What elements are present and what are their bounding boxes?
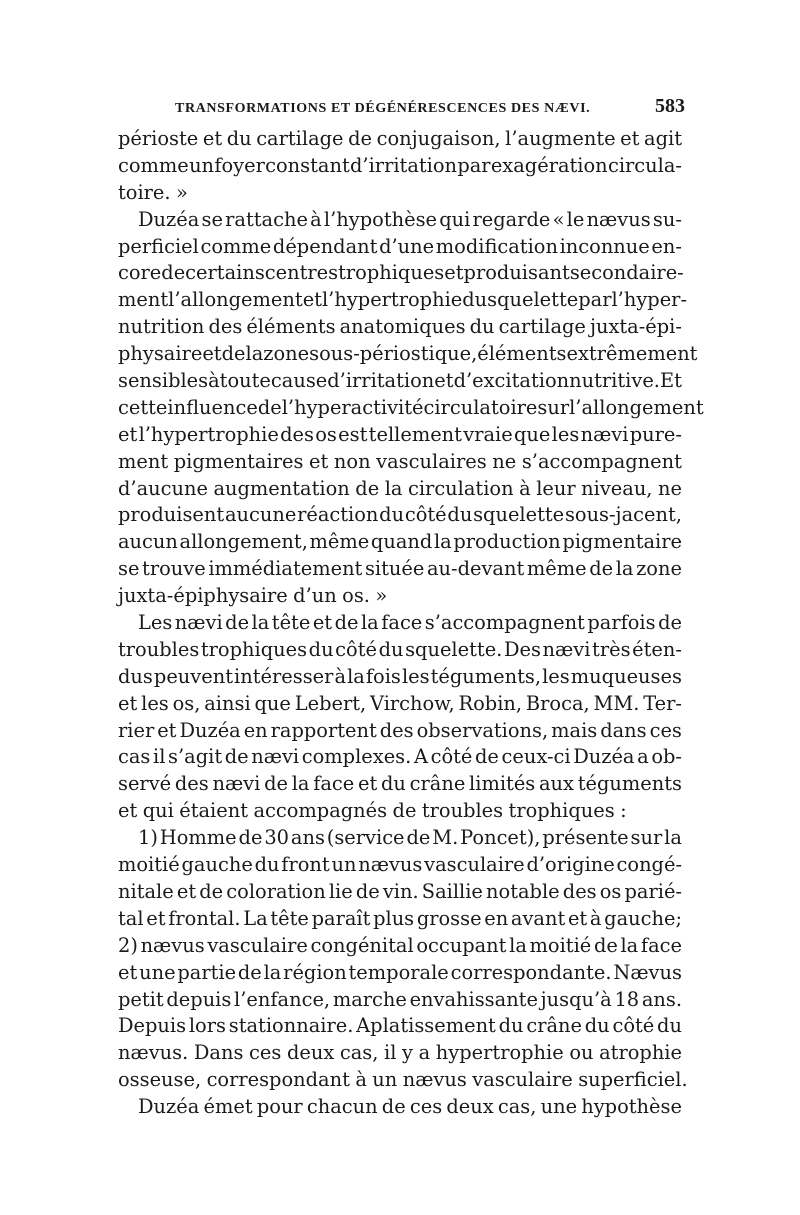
text-line: juxta-épiphysaire d’un os. » xyxy=(118,584,388,608)
text-line: petit depuis l’enfance, marche envahissante jusqu’à 18 ans. xyxy=(118,987,682,1011)
text-line: 1) Homme de 30 ans (service de M. Poncet), présente sur la xyxy=(138,826,682,850)
text-line: Duzéa émet pour chacun de ces deux cas, une hypothèse xyxy=(138,1095,682,1119)
text-line: tal et frontal. La tête paraît plus grosse en avant et à gauche; xyxy=(118,906,682,930)
text-line: nævus. Dans ces deux cas, il y a hypertrophie ou atrophie xyxy=(118,1041,682,1065)
text-line: cette influence de l’hyperactivité circulatoire sur l’allongement xyxy=(118,395,704,419)
text-line: cas il s’agit de nævi complexes. A côté de ceux-ci Duzéa a ob- xyxy=(118,745,682,769)
text-line: moitié gauche du front un nævus vasculaire d’origine congé- xyxy=(118,853,682,877)
text-line: perficiel comme dépendant d’une modification inconnue en- xyxy=(118,234,682,258)
text-line: d’aucune augmentation de la circulation à leur niveau, ne xyxy=(118,476,682,500)
text-line: core de certains centres trophiques et produisant secondaire- xyxy=(118,261,684,285)
text-line: osseuse, correspondant à un nævus vasculaire superficiel. xyxy=(118,1068,688,1092)
text-line: ment pigmentaires et non vasculaires ne s’accompagnent xyxy=(118,449,682,473)
page-number: 583 xyxy=(655,95,685,117)
text-line: 2) nævus vasculaire congénital occupant la moitié de la face xyxy=(118,933,682,957)
text-line: servé des nævi de la face et du crâne limités aux téguments xyxy=(118,772,682,796)
text-line: comme un foyer constant d’irritation par exagération circula- xyxy=(118,153,682,177)
text-line: périoste et du cartilage de conjugaison, l’augmente et agit xyxy=(118,127,682,150)
running-title: TRANSFORMATIONS ET DÉGÉNÉRESCENCES DES NÆVI. xyxy=(175,101,591,116)
text-line: Depuis lors stationnaire. Aplatissement du crâne du côté du xyxy=(118,1014,682,1038)
text-line: toire. » xyxy=(118,180,188,204)
text-line: produisent aucune réaction du côté du squelette sous-jacent, xyxy=(118,503,682,527)
text-line: se trouve immédiatement située au-devant même de la zone xyxy=(118,557,682,581)
text-line: nitale et de coloration lie de vin. Saillie notable des os parié- xyxy=(118,879,682,903)
text-line: Duzéa se rattache à l’hypothèse qui regarde « le nævus su- xyxy=(138,207,682,231)
text-line: rier et Duzéa en rapportent des observations, mais dans ces xyxy=(118,718,682,742)
text-line: ment l’allongement et l’hypertrophie du squelette par l’hyper- xyxy=(118,288,688,312)
text-line: et l’hypertrophie des os est tellement vraie que les nævi pure- xyxy=(118,422,682,446)
text-line: physaire et de la zone sous-périostique,éléments extrêmement xyxy=(118,342,698,366)
text-line: et les os, ainsi que Lebert, Virchow, Robin, Broca, MM. Ter- xyxy=(118,691,682,715)
text-line: Les nævi de la tête et de la face s’accompagnent parfois de xyxy=(138,611,682,635)
text-line: aucun allongement, même quand la production pigmentaire xyxy=(118,530,682,554)
text-line: nutrition des éléments anatomiques du cartilage juxta-épi- xyxy=(118,315,682,339)
text-line: et qui étaient accompagnés de troubles trophiques : xyxy=(118,799,627,823)
text-line: sensibles à toute cause d’irritation et d’excitation nutritive. Et xyxy=(118,369,682,393)
running-head xyxy=(175,95,685,121)
text-line: dus peuvent intéresser à la fois les téguments, les muqueuses xyxy=(118,664,682,688)
text-line: et une partie de la région temporale correspondante. Nævus xyxy=(118,960,682,984)
text-line: troubles trophiques du côté du squelette. Des nævi très éten- xyxy=(118,637,682,661)
body-text xyxy=(118,126,704,1121)
